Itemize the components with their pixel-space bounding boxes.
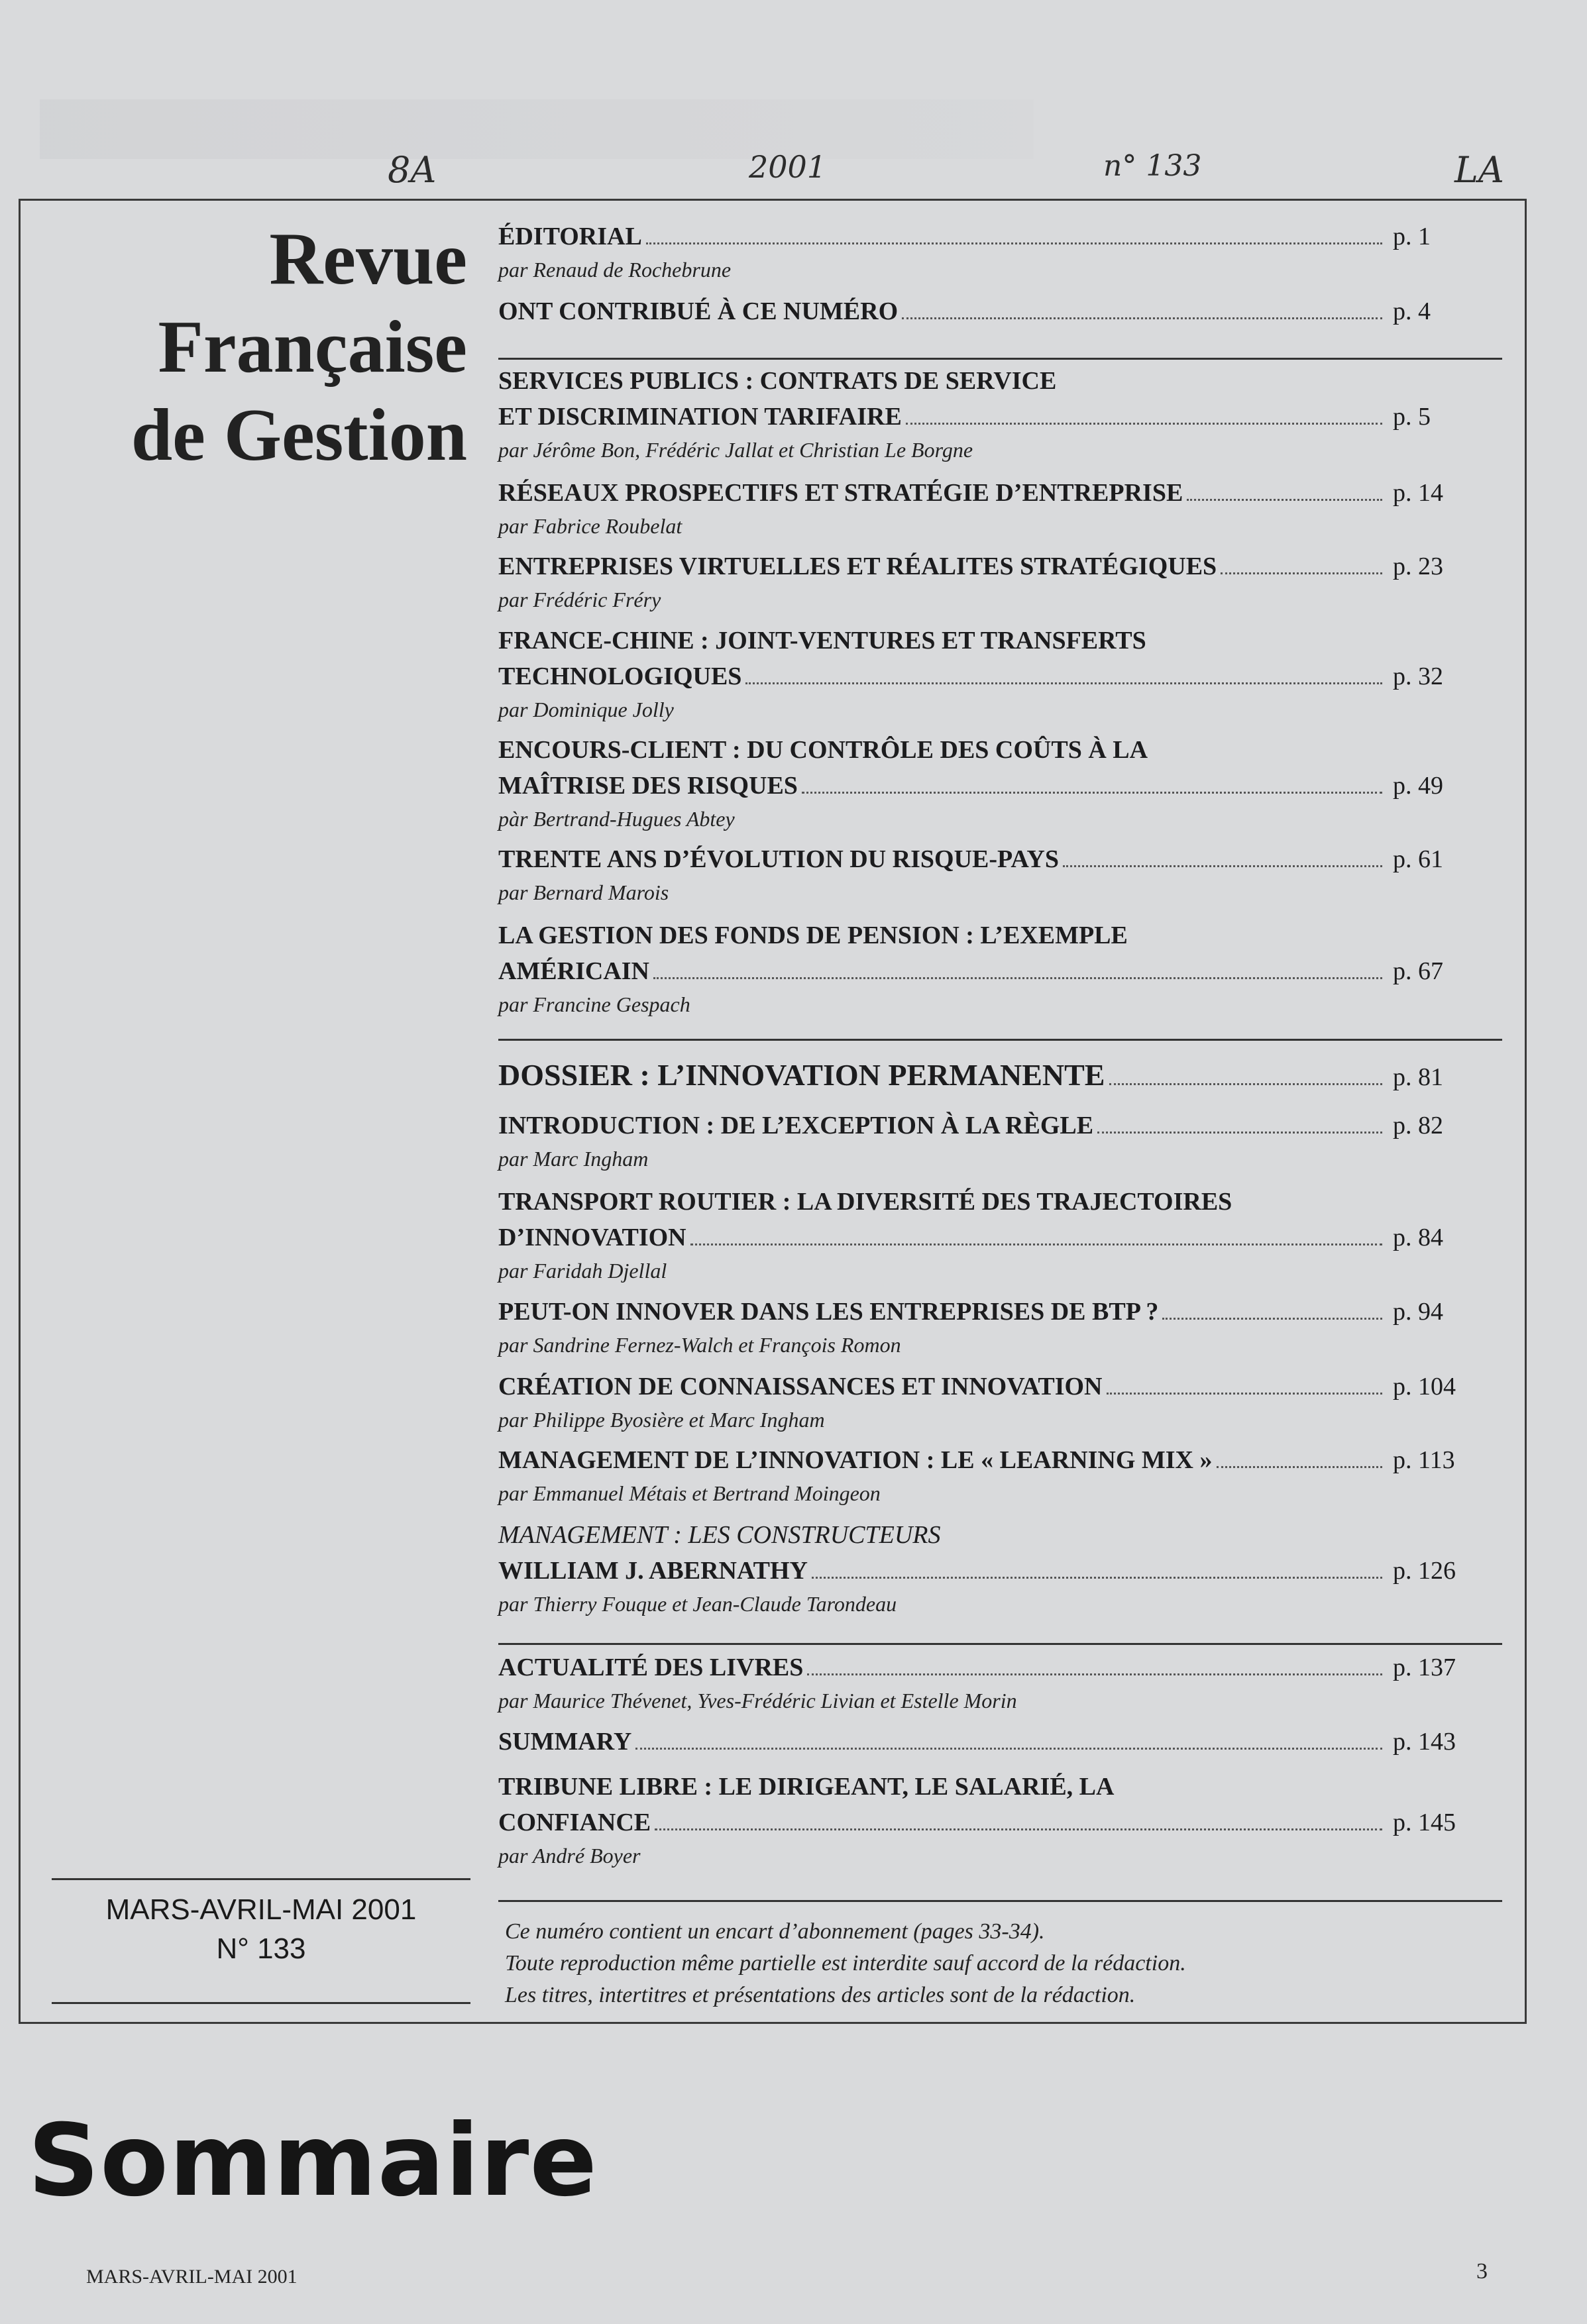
toc-page: p. 61 bbox=[1393, 845, 1443, 873]
toc-author: par Philippe Byosière et Marc Ingham bbox=[498, 1408, 825, 1432]
toc-title: MANAGEMENT DE L’INNOVATION : LE « LEARNING MIX » bbox=[498, 1446, 1213, 1474]
toc-page: p. 94 bbox=[1393, 1298, 1443, 1326]
toc-title: INTRODUCTION : DE L’EXCEPTION À LA RÈGLE bbox=[498, 1112, 1094, 1139]
toc-title: D’INNOVATION bbox=[498, 1224, 686, 1251]
toc-entry-tribune[interactable] bbox=[498, 1769, 1505, 1871]
toc-title-line1: ENCOURS-CLIENT : DU CONTRÔLE DES COÛTS À LA bbox=[498, 736, 1148, 764]
toc-entry-connaissances[interactable] bbox=[498, 1369, 1505, 1435]
dot-leader bbox=[1107, 1392, 1383, 1395]
section-divider bbox=[498, 1643, 1502, 1645]
dot-leader bbox=[1217, 1465, 1383, 1468]
section-heading: Sommaire bbox=[28, 2103, 598, 2219]
toc-author: par Fabrice Roubelat bbox=[498, 514, 683, 538]
toc-title: PEUT-ON INNOVER DANS LES ENTREPRISES DE BTP ? bbox=[498, 1298, 1159, 1326]
toc-page: p. 14 bbox=[1393, 479, 1443, 507]
handwritten-note: n° 133 bbox=[1103, 149, 1202, 183]
toc-page: p. 145 bbox=[1393, 1809, 1456, 1836]
toc-page: p. 113 bbox=[1393, 1446, 1455, 1474]
journal-title-line: de Gestion bbox=[131, 394, 467, 476]
dot-leader bbox=[745, 682, 1382, 684]
dot-leader bbox=[1187, 498, 1382, 501]
issue-notes bbox=[505, 1916, 1486, 2011]
toc-entry-contributors[interactable] bbox=[498, 293, 1505, 329]
toc-title: RÉSEAUX PROSPECTIFS ET STRATÉGIE D’ENTREPRISE bbox=[498, 479, 1183, 507]
toc-author: par Francine Gespach bbox=[498, 992, 690, 1016]
toc-entry-transport-routier[interactable] bbox=[498, 1184, 1505, 1286]
toc-title-line1: TRIBUNE LIBRE : LE DIRIGEANT, LE SALARIÉ, LA bbox=[498, 1773, 1115, 1801]
toc-author: par Thierry Fouque et Jean-Claude Tarondeau bbox=[498, 1592, 897, 1616]
toc-title-line1: LA GESTION DES FONDS DE PENSION : L’EXEMPLE bbox=[498, 922, 1128, 949]
toc-page: p. 49 bbox=[1393, 772, 1443, 800]
toc-entry-learning-mix[interactable] bbox=[498, 1442, 1505, 1508]
dot-leader bbox=[1063, 865, 1382, 867]
dot-leader bbox=[802, 791, 1382, 794]
dot-leader bbox=[906, 422, 1382, 425]
journal-title-line: Revue bbox=[269, 218, 467, 300]
journal-title-line: Française bbox=[158, 306, 467, 388]
page-number: 3 bbox=[1476, 2259, 1488, 2284]
toc-entry-risque-pays[interactable] bbox=[498, 841, 1505, 908]
issue-rule-bottom bbox=[52, 2002, 470, 2004]
toc-page: p. 126 bbox=[1393, 1557, 1456, 1585]
toc-author: par Maurice Thévenet, Yves-Frédéric Livian et Estelle Morin bbox=[498, 1689, 1017, 1713]
dot-leader bbox=[1221, 572, 1382, 574]
dot-leader bbox=[690, 1243, 1382, 1245]
toc-entry-reseaux[interactable] bbox=[498, 475, 1505, 541]
toc-entry-livres[interactable] bbox=[498, 1650, 1505, 1716]
toc-entry-fonds-pension[interactable] bbox=[498, 918, 1505, 1020]
show-through-decoration bbox=[40, 99, 1034, 159]
toc-author: par Bernard Marois bbox=[498, 880, 669, 904]
toc-page: p. 137 bbox=[1393, 1654, 1456, 1681]
toc-entry-services-publics[interactable] bbox=[498, 363, 1505, 465]
toc-author: par Sandrine Fernez-Walch et François Romon bbox=[498, 1333, 901, 1357]
section-divider bbox=[498, 1039, 1502, 1041]
toc-title: DOSSIER : L’INNOVATION PERMANENTE bbox=[498, 1058, 1105, 1092]
dot-leader bbox=[655, 1828, 1382, 1830]
toc-title: MAÎTRISE DES RISQUES bbox=[498, 772, 798, 800]
toc-page: p. 104 bbox=[1393, 1373, 1456, 1400]
footer-date: MARS-AVRIL-MAI 2001 bbox=[86, 2266, 298, 2288]
toc-title: ACTUALITÉ DES LIVRES bbox=[498, 1654, 804, 1681]
toc-title: WILLIAM J. ABERNATHY bbox=[498, 1557, 808, 1585]
toc-page: p. 82 bbox=[1393, 1112, 1443, 1139]
toc-title: SUMMARY bbox=[498, 1728, 632, 1756]
toc-page: p. 143 bbox=[1393, 1728, 1456, 1756]
dot-leader bbox=[1162, 1317, 1382, 1320]
toc-entry-introduction[interactable] bbox=[498, 1108, 1505, 1174]
toc-title: TECHNOLOGIQUES bbox=[498, 662, 742, 690]
toc-page: p. 84 bbox=[1393, 1224, 1443, 1251]
handwritten-note: 2001 bbox=[749, 149, 827, 185]
toc-title: AMÉRICAIN bbox=[498, 957, 649, 985]
toc-author: par André Boyer bbox=[498, 1844, 641, 1868]
note-line: Ce numéro contient un encart d’abonnement (pages 33-34). bbox=[505, 1919, 1045, 1944]
toc-author: par Frédéric Fréry bbox=[498, 588, 661, 611]
toc-author: par Emmanuel Métais et Bertrand Moingeon bbox=[498, 1481, 881, 1505]
toc-title: TRENTE ANS D’ÉVOLUTION DU RISQUE-PAYS bbox=[498, 845, 1059, 873]
issue-number: N° 133 bbox=[216, 1932, 306, 1965]
section-divider bbox=[498, 1900, 1502, 1902]
issue-date: MARS-AVRIL-MAI 2001 bbox=[105, 1893, 417, 1926]
toc-author: par Marc Ingham bbox=[498, 1147, 649, 1171]
note-line: Les titres, intertitres et présentations des articles sont de la rédaction. bbox=[505, 1983, 1136, 2007]
issue-rule-top bbox=[52, 1878, 470, 1880]
toc-entry-btp[interactable] bbox=[498, 1294, 1505, 1360]
toc-rubric: MANAGEMENT : LES CONSTRUCTEURS bbox=[498, 1521, 941, 1549]
dot-leader bbox=[653, 977, 1382, 979]
toc-author: par Dominique Jolly bbox=[498, 698, 674, 721]
toc-page: p. 67 bbox=[1393, 957, 1443, 985]
handwritten-note: 8A bbox=[388, 149, 437, 191]
toc-title: ENTREPRISES VIRTUELLES ET RÉALITES STRATÉGIQUES bbox=[498, 553, 1217, 580]
toc-entry-abernathy[interactable] bbox=[498, 1517, 1505, 1619]
toc-author: par Faridah Djellal bbox=[498, 1259, 667, 1283]
toc-entry-encours-client[interactable] bbox=[498, 732, 1505, 834]
toc-page: p. 23 bbox=[1393, 553, 1443, 580]
toc-title: CONFIANCE bbox=[498, 1809, 651, 1836]
toc-page: p. 4 bbox=[1393, 297, 1431, 325]
section-divider bbox=[498, 358, 1502, 360]
toc-title-line1: TRANSPORT ROUTIER : LA DIVERSITÉ DES TRAJECTOIRES bbox=[498, 1188, 1232, 1216]
note-line: Toute reproduction même partielle est interdite sauf accord de la rédaction. bbox=[505, 1951, 1186, 1976]
toc-title: ONT CONTRIBUÉ À CE NUMÉRO bbox=[498, 297, 899, 325]
toc-title-line1: FRANCE-CHINE : JOINT-VENTURES ET TRANSFERTS bbox=[498, 627, 1146, 655]
toc-page: p. 1 bbox=[1393, 223, 1431, 250]
journal-title bbox=[27, 215, 467, 480]
dot-leader bbox=[807, 1673, 1382, 1675]
toc-title-line1: SERVICES PUBLICS : CONTRATS DE SERVICE bbox=[498, 367, 1057, 395]
toc-entry-editorial[interactable] bbox=[498, 219, 1505, 285]
toc-title: ET DISCRIMINATION TARIFAIRE bbox=[498, 403, 902, 431]
dot-leader bbox=[1097, 1131, 1382, 1134]
dot-leader bbox=[1109, 1083, 1383, 1085]
toc-title: CRÉATION DE CONNAISSANCES ET INNOVATION bbox=[498, 1373, 1103, 1400]
toc-entry-france-chine[interactable] bbox=[498, 623, 1505, 725]
toc-author: par Renaud de Rochebrune bbox=[498, 258, 732, 282]
toc-author: pàr Bertrand-Hugues Abtey bbox=[498, 807, 735, 831]
dot-leader bbox=[646, 242, 1382, 244]
dot-leader bbox=[635, 1747, 1382, 1750]
toc-page: p. 32 bbox=[1393, 662, 1443, 690]
handwritten-note: LA bbox=[1454, 149, 1504, 191]
toc-entry-entreprises-virtuelles[interactable] bbox=[498, 549, 1505, 615]
toc-entry-summary[interactable] bbox=[498, 1724, 1505, 1760]
dot-leader bbox=[812, 1576, 1382, 1579]
toc-title: ÉDITORIAL bbox=[498, 223, 642, 250]
toc-page: p. 81 bbox=[1393, 1063, 1443, 1091]
toc-page: p. 5 bbox=[1393, 403, 1431, 431]
toc-entry-dossier[interactable] bbox=[498, 1055, 1505, 1098]
toc-author: par Jérôme Bon, Frédéric Jallat et Christian Le Borgne bbox=[498, 438, 973, 462]
dot-leader bbox=[902, 317, 1382, 319]
